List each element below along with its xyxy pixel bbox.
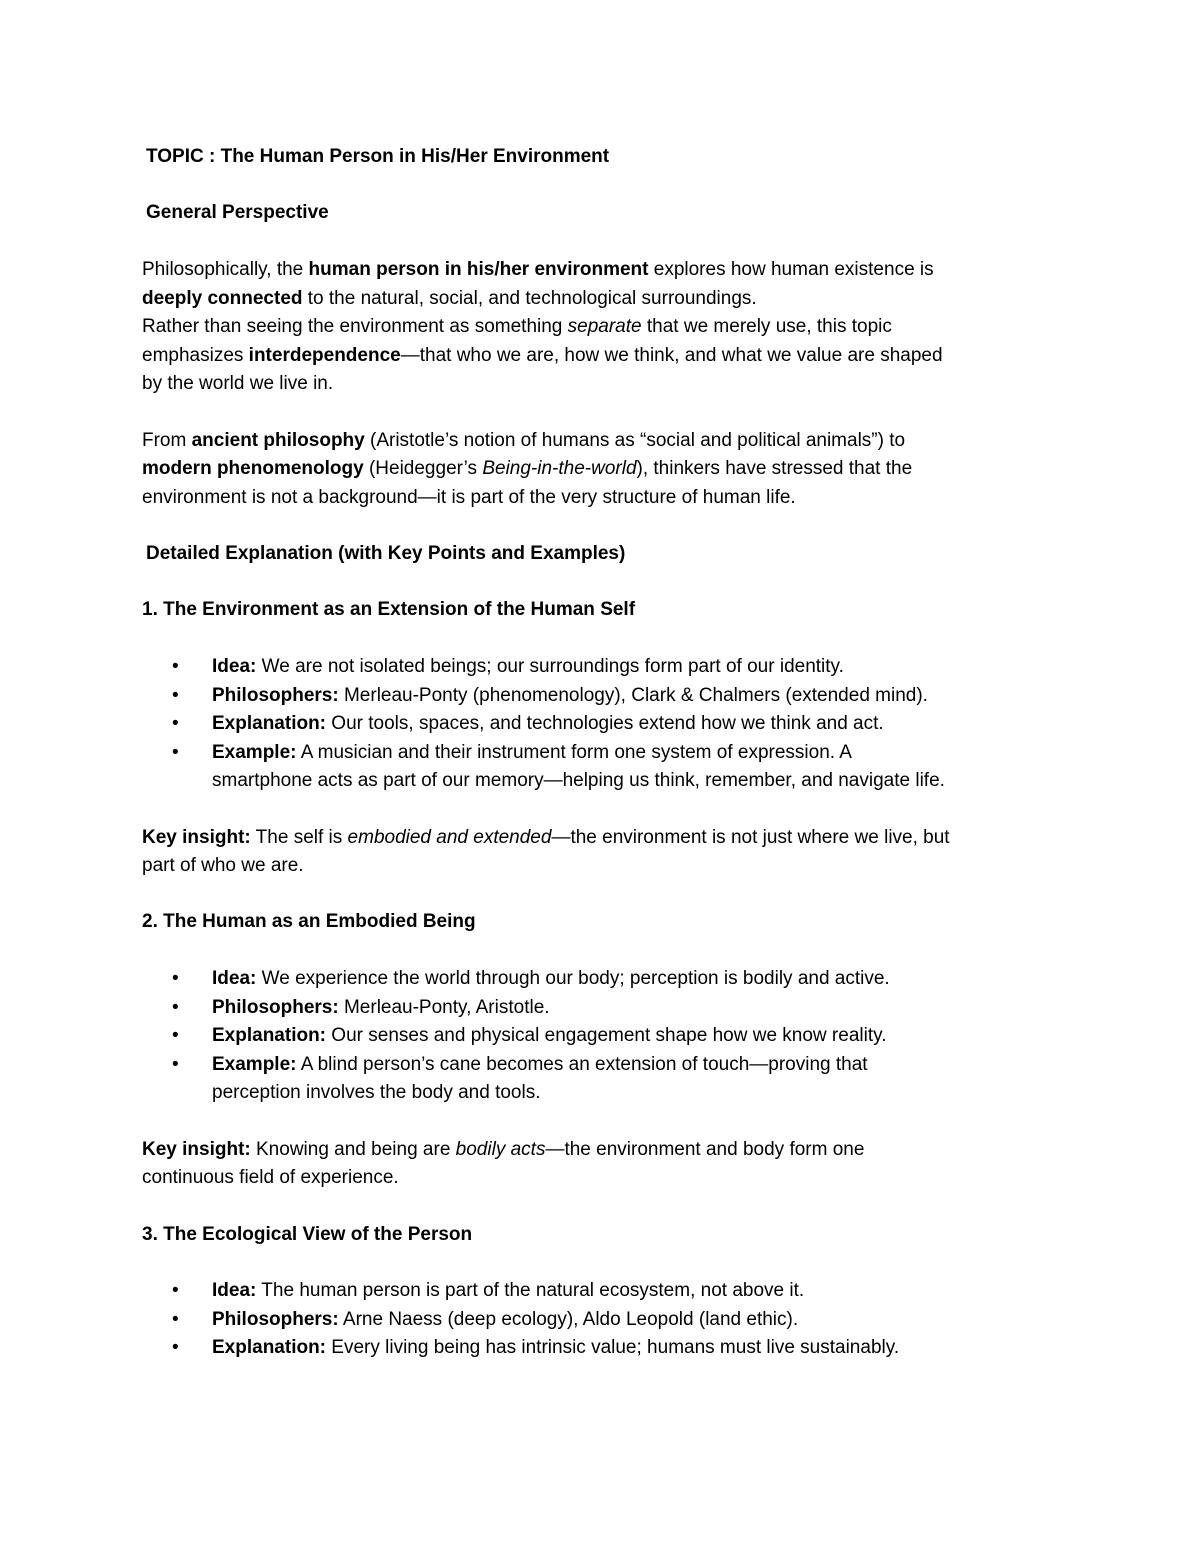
list-item: Philosophers: Arne Naess (deep ecology), Aldo Leopold (land ethic).: [212, 1309, 799, 1330]
paragraph-line: From ancient philosophy (Aristotle’s notion of humans as “social and political animals”) to: [142, 430, 906, 451]
bullet-icon: •: [172, 742, 179, 763]
list-item-continuation: perception involves the body and tools.: [212, 1082, 541, 1103]
paragraph-line: deeply connected to the natural, social, and technological surroundings.: [142, 288, 757, 309]
key-insight: Key insight: Knowing and being are bodily acts—the environment and body form one: [142, 1139, 865, 1160]
bullet-icon: •: [172, 656, 179, 677]
bullet-icon: •: [172, 1309, 179, 1330]
list-item: Explanation: Our senses and physical engagement shape how we know reality.: [212, 1025, 887, 1046]
bullet-icon: •: [172, 1337, 179, 1358]
section-2-heading: 2. The Human as an Embodied Being: [142, 911, 476, 932]
bullet-icon: •: [172, 1025, 179, 1046]
list-item: Explanation: Our tools, spaces, and technologies extend how we think and act.: [212, 713, 884, 734]
list-item: Example: A musician and their instrument form one system of expression. A: [212, 742, 852, 763]
list-item: Philosophers: Merleau-Ponty (phenomenology), Clark & Chalmers (extended mind).: [212, 685, 928, 706]
detailed-explanation-heading: Detailed Explanation (with Key Points and Examples): [146, 543, 626, 564]
paragraph-line: Philosophically, the human person in his/her environment explores how human existence is: [142, 259, 934, 280]
list-item: Philosophers: Merleau-Ponty, Aristotle.: [212, 997, 550, 1018]
key-insight: Key insight: The self is embodied and extended—the environment is not just where we live, but: [142, 827, 950, 848]
paragraph-line: environment is not a background—it is part of the very structure of human life.: [142, 487, 796, 508]
bullet-icon: •: [172, 713, 179, 734]
bullet-icon: •: [172, 968, 179, 989]
section-1-heading: 1. The Environment as an Extension of the Human Self: [142, 599, 636, 620]
page-title: TOPIC : The Human Person in His/Her Environment: [146, 146, 610, 167]
bullet-icon: •: [172, 685, 179, 706]
paragraph-line: modern phenomenology (Heidegger’s Being-in-the-world), thinkers have stressed that the: [142, 458, 913, 479]
paragraph-line: Rather than seeing the environment as something separate that we merely use, this topic: [142, 316, 892, 337]
list-item: Example: A blind person’s cane becomes an extension of touch—proving that: [212, 1054, 868, 1075]
list-item: Idea: The human person is part of the natural ecosystem, not above it.: [212, 1280, 805, 1301]
key-insight-continuation: part of who we are.: [142, 855, 304, 876]
general-perspective-heading: General Perspective: [146, 202, 329, 223]
bullet-icon: •: [172, 1054, 179, 1075]
bullet-icon: •: [172, 1280, 179, 1301]
key-insight-continuation: continuous field of experience.: [142, 1167, 399, 1188]
paragraph-line: by the world we live in.: [142, 373, 334, 394]
list-item: Idea: We are not isolated beings; our surroundings form part of our identity.: [212, 656, 844, 677]
section-3-heading: 3. The Ecological View of the Person: [142, 1224, 473, 1245]
list-item: Idea: We experience the world through our body; perception is bodily and active.: [212, 968, 890, 989]
list-item: Explanation: Every living being has intrinsic value; humans must live sustainably.: [212, 1337, 900, 1358]
bullet-icon: •: [172, 997, 179, 1018]
paragraph-line: emphasizes interdependence—that who we are, how we think, and what we value are shaped: [142, 345, 943, 366]
list-item-continuation: smartphone acts as part of our memory—helping us think, remember, and navigate life.: [212, 770, 945, 791]
